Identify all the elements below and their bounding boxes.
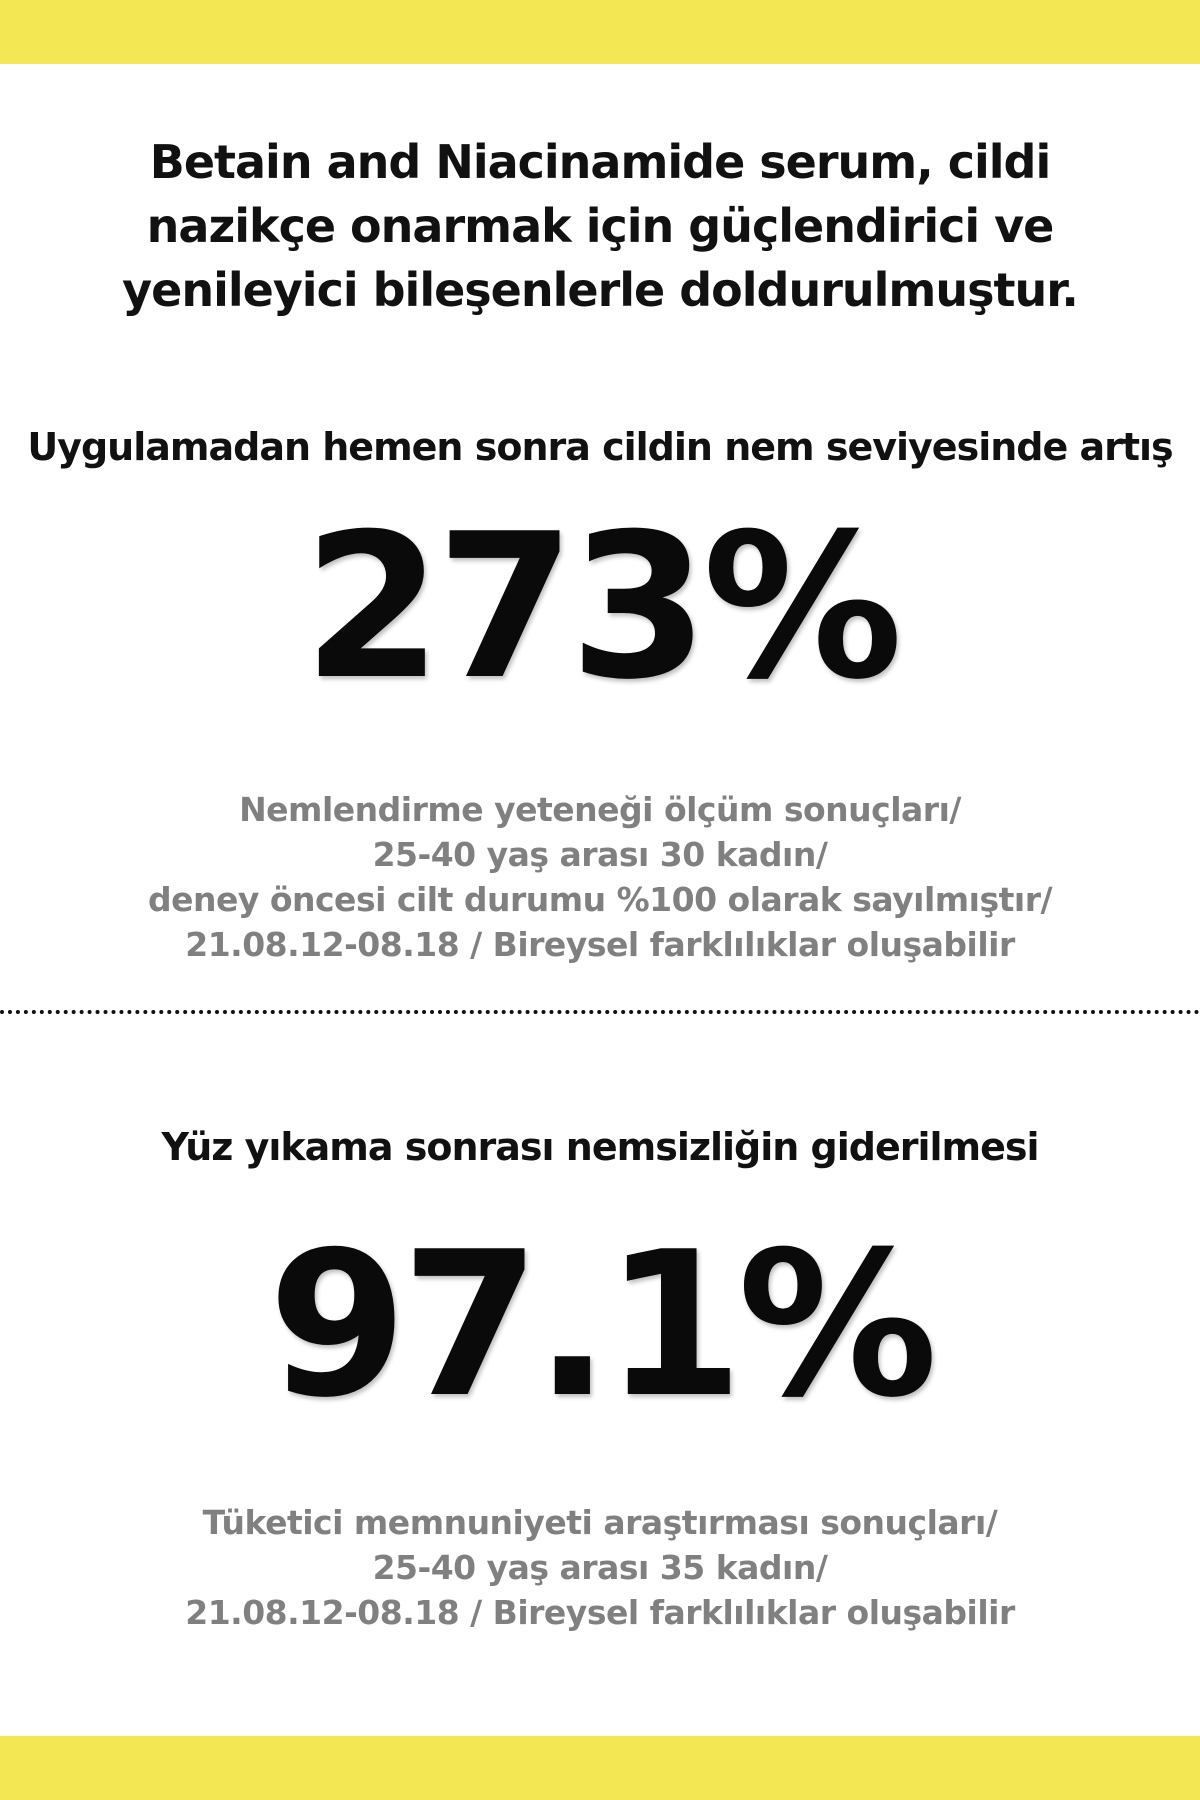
stat-note-dryness-relief [0,1500,1200,1635]
intro-text [0,130,1200,322]
note-line: 21.08.12-08.18 / Bireysel farklılıklar oluşabilir [185,1593,1015,1632]
stat-heading-dryness-relief: Yüz yıkama sonrası nemsizliğin giderilmesi [161,1125,1039,1169]
dotted-divider [0,1010,1200,1014]
note-line: Tüketici memnuniyeti araştırması sonuçları/ [202,1503,998,1542]
intro-line: nazikçe onarmak için güçlendirici ve [146,199,1054,253]
note-line: 25-40 yaş arası 35 kadın/ [372,1548,828,1587]
stat-heading-moisture-increase: Uygulamadan hemen sonra cildin nem seviyesinde artış [27,425,1173,469]
note-line: 25-40 yaş arası 30 kadın/ [372,835,828,874]
note-line: Nemlendirme yeteneği ölçüm sonuçları/ [239,790,961,829]
intro-line: yenileyici bileşenlerle doldurulmuştur. [122,263,1078,317]
top-accent-bar [0,0,1200,64]
note-line: deney öncesi cilt durumu %100 olarak sayılmıştır/ [147,880,1053,919]
note-line: 21.08.12-08.18 / Bireysel farklılıklar oluşabilir [185,925,1015,964]
stat-value-dryness-relief: 97.1% [268,1209,932,1442]
bottom-accent-bar [0,1736,1200,1800]
intro-line: Betain and Niacinamide serum, cildi [149,135,1051,189]
stat-value-moisture-increase: 273% [303,491,897,724]
stat-note-moisture-increase [0,787,1200,967]
